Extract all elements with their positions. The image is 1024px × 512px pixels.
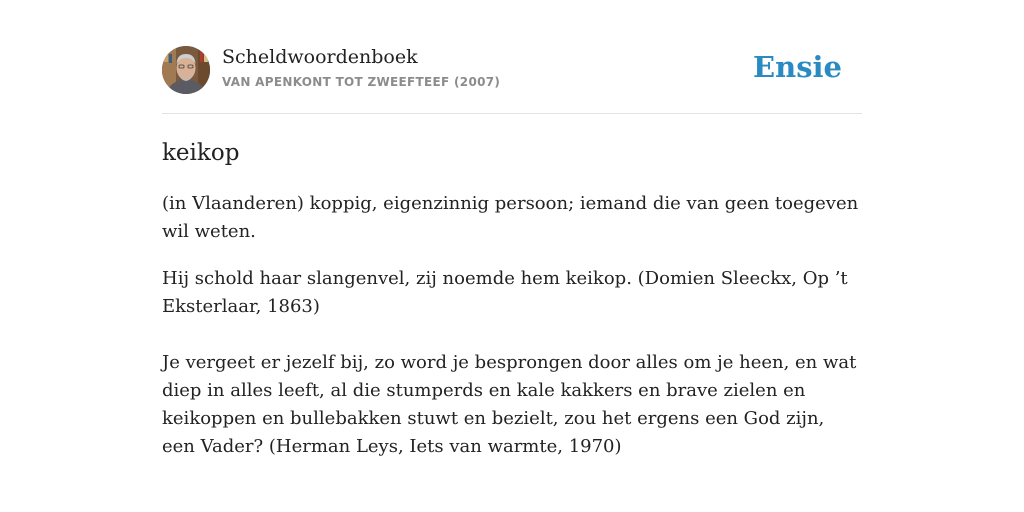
entry-example: Hij schold haar slangenvel, zij noemde hem keikop. (Domien Sleeckx, Op ’t Eksterlaar, 1863) (162, 268, 848, 317)
author-portrait-icon (162, 46, 210, 94)
entry-term: keikop (162, 140, 240, 166)
entry-definition: (in Vlaanderen) koppig, eigenzinnig persoon; iemand die van geen toegeven wil weten. (162, 193, 859, 242)
author-avatar[interactable] (162, 46, 210, 94)
source-header (162, 46, 862, 114)
entry-example: Je vergeet er jezelf bij, zo word je besprongen door alles om je heen, en wat diep in alles leeft, al die stumperds en kale kakkers en brave zielen en keikoppen en bullebakken stuwt en bezielt, zou het ergens een God zijn, een Vader? (Herman Leys, Iets van warmte, 1970) (162, 352, 857, 457)
source-title[interactable]: Scheldwoordenboek (222, 46, 418, 68)
brand-logo[interactable]: Ensie (753, 50, 842, 84)
entry-card (162, 46, 862, 461)
source-subtitle: VAN APENKONT TOT ZWEEFTEEF (2007) (222, 75, 501, 89)
